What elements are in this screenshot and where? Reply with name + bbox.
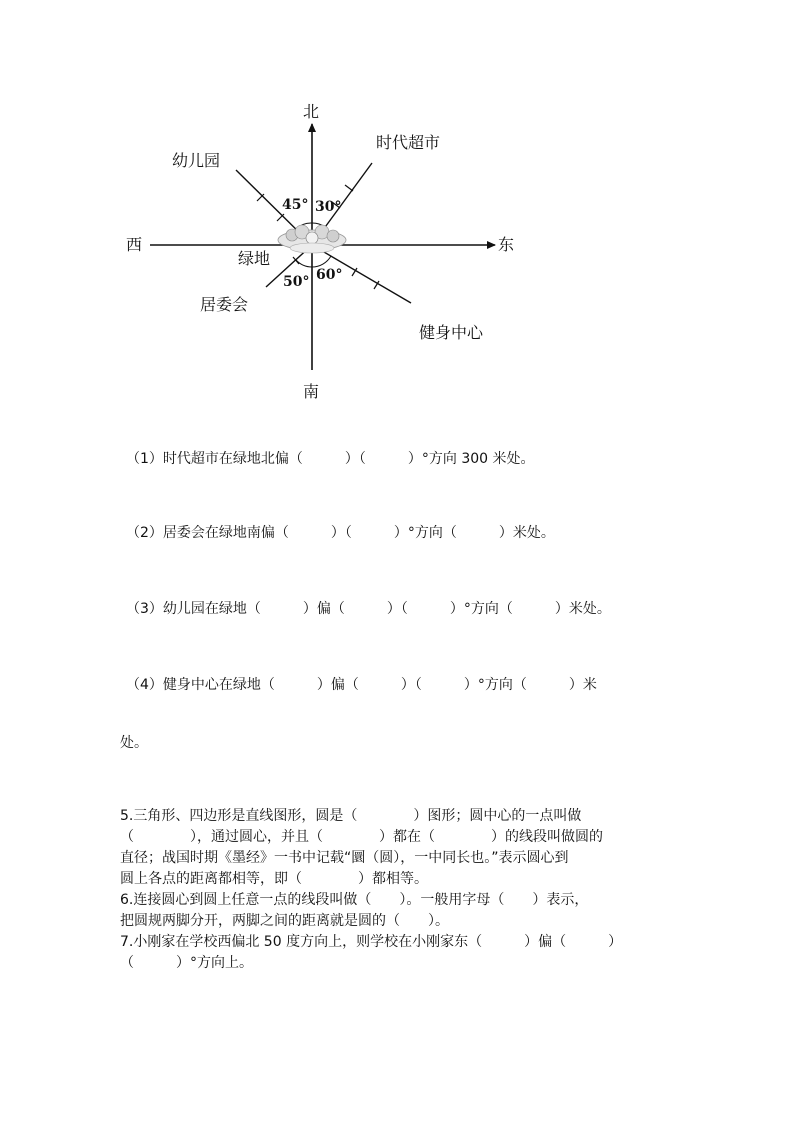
question-4: （4）健身中心在绿地（ ）偏（ ）（ ）°方向（ ）米	[126, 677, 597, 693]
kindergarten-label: 幼儿园	[172, 151, 221, 170]
fitness-label: 健身中心	[419, 323, 484, 342]
angle-label-nw: 45°	[282, 197, 309, 213]
angle-label-sw: 50°	[283, 274, 310, 290]
compass-diagram	[0, 0, 794, 420]
angle-label-ne: 30°	[315, 199, 342, 215]
question-2: （2）居委会在绿地南偏（ ）（ ）°方向（ ）米处。	[126, 525, 555, 541]
angle-label-se: 60°	[316, 267, 343, 283]
question-1: （1）时代超市在绿地北偏（ ）（ ）°方向 300 米处。	[126, 451, 535, 467]
supermarket-label: 时代超市	[376, 133, 441, 152]
problem-5-line-2: （ ），通过圆心，并且（ ）都在（ ）的线段叫做圆的	[120, 829, 603, 845]
problem-7-line-1: 7.小刚家在学校西偏北 50 度方向上，则学校在小刚家东（ ）偏（ ）	[120, 934, 623, 950]
problem-7-line-2: （ ）°方向上。	[120, 955, 253, 971]
center-label: 绿地	[238, 249, 271, 268]
problem-5-line-1: 5.三角形、四边形是直线图形，圆是（ ）图形；圆中心的一点叫做	[120, 808, 582, 824]
south-label: 南	[303, 382, 320, 401]
east-label: 东	[498, 235, 515, 254]
problem-6-line-2: 把圆规两脚分开，两脚之间的距离就是圆的（ ）。	[120, 913, 449, 929]
angle-arc-se	[312, 256, 331, 267]
problem-5-line-4: 圆上各点的距离都相等，即（ ）都相等。	[120, 871, 428, 887]
problem-5-line-3: 直径；战国时期《墨经》一书中记载“圜（圆），一中同长也。”表示圆心到	[120, 850, 569, 866]
north-label: 北	[303, 102, 320, 121]
question-4-continued: 处。	[120, 735, 148, 751]
problem-6-line-1: 6.连接圆心到圆上任意一点的线段叫做（ ）。一般用字母（ ）表示，	[120, 892, 589, 908]
question-3: （3）幼儿园在绿地（ ）偏（ ）（ ）°方向（ ）米处。	[126, 601, 611, 617]
committee-label: 居委会	[200, 295, 249, 314]
west-label: 西	[126, 235, 143, 254]
